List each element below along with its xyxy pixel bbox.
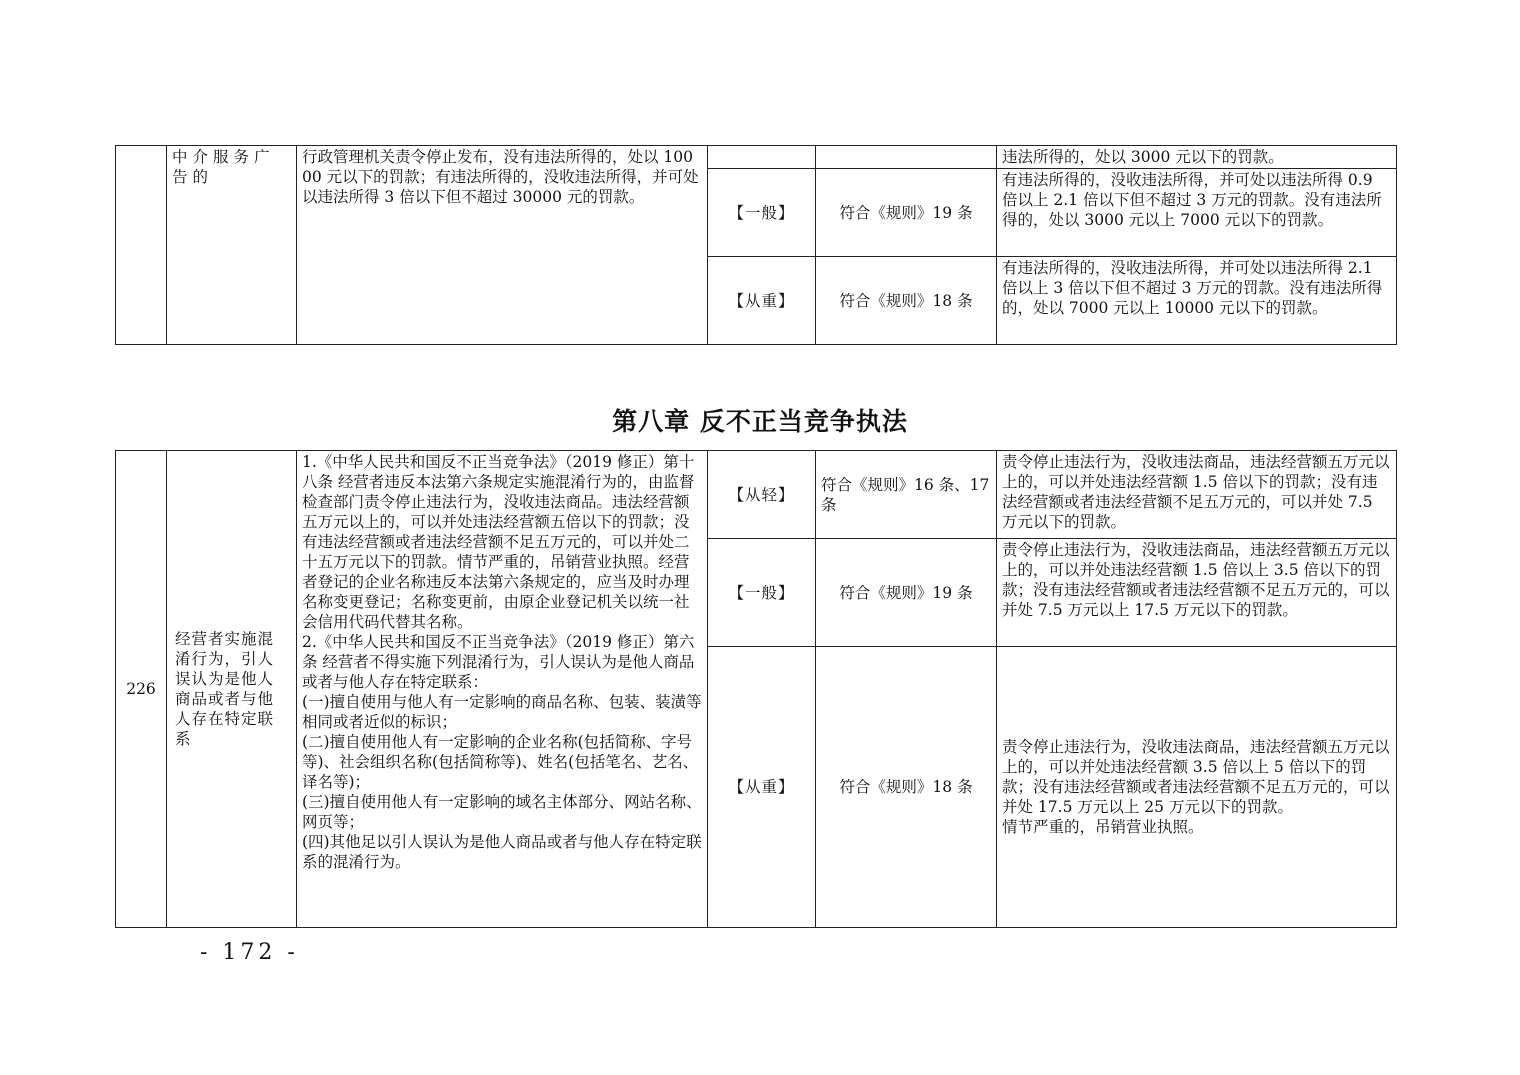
subject-cell <box>167 451 297 928</box>
level-cell: 【一般】 <box>708 539 816 647</box>
penalty-table-226 <box>115 450 1397 928</box>
level-cell: 【从重】 <box>708 257 816 345</box>
standard-cell: 违法所得的，处以 3000 元以下的罚款。 <box>997 146 1397 169</box>
standard-cell: 有违法所得的，没收违法所得，并可处以违法所得 2.1 倍以上 3 倍以下但不超过 3 万元的罚款。没有违法所得的，处以 7000 元以上 10000 元以下的罚款。 <box>997 257 1397 345</box>
legal-basis-text: 行政管理机关责令停止发布，没有违法所得的，处以 10000 元以下的罚款；有违法所得的，没收违法所得，并可处以违法所得 3 倍以下但不超过 30000 元的罚款。 <box>302 148 699 206</box>
row-number-cell: 226 <box>116 451 167 928</box>
chapter-title: 第八章 反不正当竞争执法 <box>612 407 908 436</box>
rule-cell <box>816 146 997 169</box>
legal-basis-text: 1.《中华人民共和国反不正当竞争法》（2019 修正）第十八条 经营者违反本法第六条规定实施混淆行为的，由监督检查部门责令停止违法行为，没收违法商品。违法经营额五万元以上的，可以并处违法经营额五倍以下的罚款；没有违法经营额或者违法经营额不足五万元的，可以并处二十五万元以下的罚款。情节严重的，吊销营业执照。经营者登记的企业名称违反本法第六条规定的，应当及时办理名称变更登记；名称变更前，由原企业登记机关以统一社会信用代码代替其名称。 2.《中华人民共和国反不正当竞争法》（2019 修正）第六条 经营者不得实施下列混淆行为，引人误认为是他人商品或者与他人存在特定联系： (一)擅自使用与他人有一定影响的商品名称、包装、装潢等相同或者近似的标识； (二)擅自使用他人有一定影响的企业名称(包括简称、字号等)、社会组织名称(包括简称等)、姓名(包括笔名、艺名、译名等)； (三)擅自使用他人有一定影响的域名主体部分、网站名称、网页等； (四)其他足以引人误认为是他人商品或者与他人存在特定联系的混淆行为。 <box>302 453 702 871</box>
subject-cell <box>167 146 297 345</box>
rule-cell: 符合《规则》18 条 <box>816 257 997 345</box>
rule-cell: 符合《规则》16 条、17 条 <box>816 451 997 539</box>
subject-text: 中介服务广告的 <box>172 148 275 186</box>
level-cell <box>708 146 816 169</box>
level-cell: 【一般】 <box>708 169 816 257</box>
rule-cell: 符合《规则》19 条 <box>816 169 997 257</box>
row-number-cell <box>116 146 167 345</box>
continued-penalty-table <box>115 145 1397 345</box>
page-number: - 172 - <box>200 940 299 965</box>
standard-cell: 有违法所得的，没收违法所得，并可处以违法所得 0.9 倍以上 2.1 倍以下但不超过 3 万元的罚款。没有违法所得的，处以 3000 元以上 7000 元以下的罚款。 <box>997 169 1397 257</box>
legal-basis-cell <box>297 146 708 345</box>
level-cell: 【从重】 <box>708 647 816 928</box>
rule-cell: 符合《规则》19 条 <box>816 539 997 647</box>
legal-basis-cell <box>297 451 708 928</box>
rule-cell: 符合《规则》18 条 <box>816 647 997 928</box>
level-cell: 【从轻】 <box>708 451 816 539</box>
standard-cell: 责令停止违法行为，没收违法商品，违法经营额五万元以上的，可以并处违法经营额 3.5 倍以上 5 倍以下的罚款；没有违法经营额或者违法经营额不足五万元的，可以并处 17.5 万元以上 25 万元以下的罚款。 情节严重的，吊销营业执照。 <box>997 647 1397 928</box>
standard-cell: 责令停止违法行为，没收违法商品，违法经营额五万元以上的，可以并处违法经营额 1.5 倍以上 3.5 倍以下的罚款；没有违法经营额或者违法经营额不足五万元的，可以并处 7.5 万元以上 17.5 万元以下的罚款。 <box>997 539 1397 647</box>
standard-cell: 责令停止违法行为，没收违法商品，违法经营额五万元以上的，可以并处违法经营额 1.5 倍以下的罚款；没有违法经营额或者违法经营额不足五万元的，可以并处 7.5 万元以下的罚款。 <box>997 451 1397 539</box>
subject-text: 经营者实施混淆行为，引人误认为是他人商品或者与他人存在特定联系 <box>175 630 275 748</box>
